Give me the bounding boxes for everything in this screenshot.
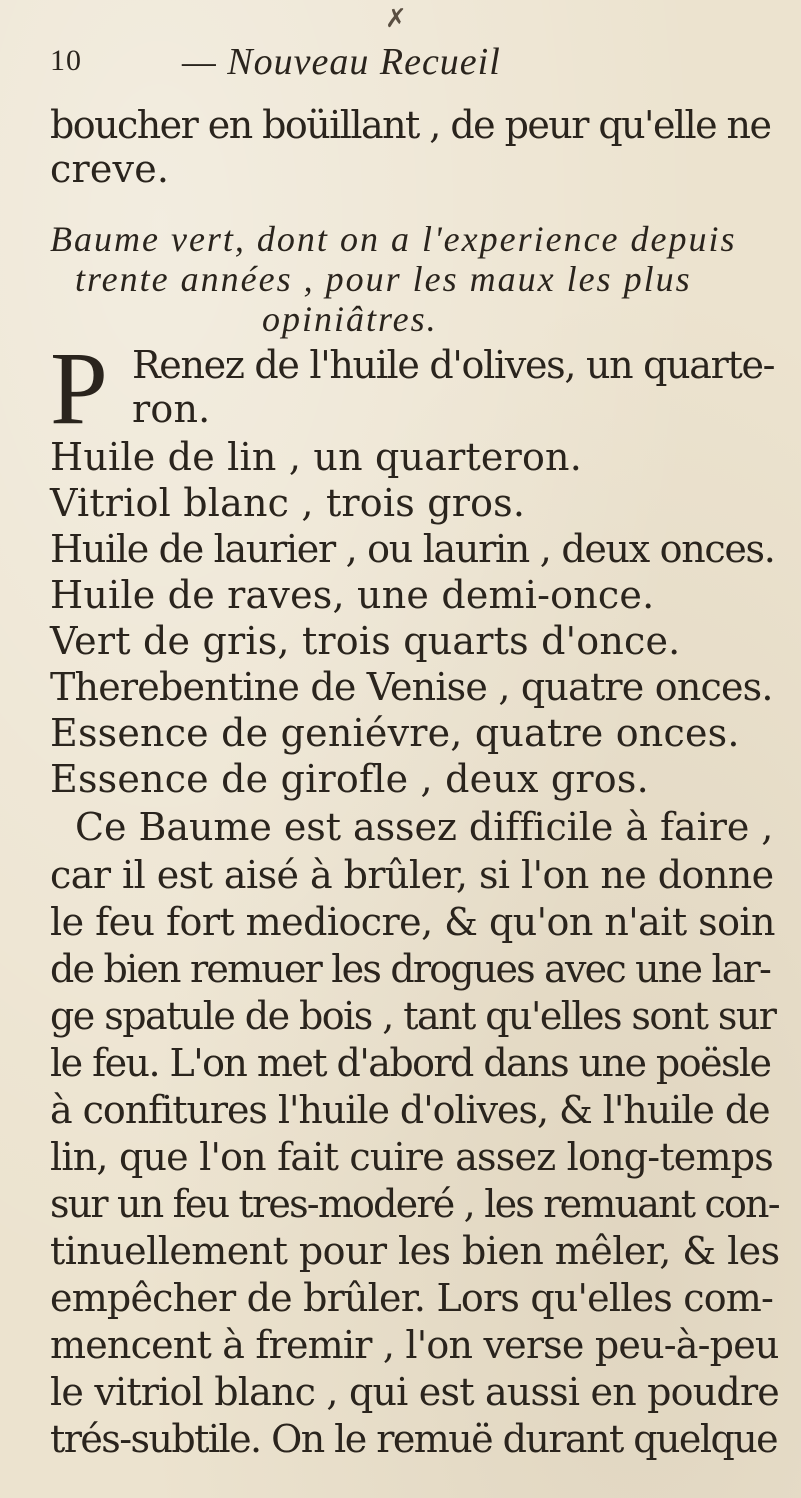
body-line: le feu. L'on met d'abord dans une poësle (50, 1041, 771, 1085)
body-line: Renez de l'huile d'olives, un quarte- (132, 343, 775, 387)
body-line: de bien remuer les drogues avec une lar- (50, 947, 771, 991)
body-line: trés-subtile. On le remuë durant quelque (50, 1417, 778, 1461)
continuation-line: creve. (50, 147, 170, 191)
body-line: sur un feu tres-moderé , les remuant con- (50, 1182, 779, 1226)
recipe-title-line: trente années , pour les maux les plus (75, 259, 692, 299)
body-line: tinuellement pour les bien mêler, & les (50, 1229, 780, 1273)
body-line: Huile de raves, une demi-once. (50, 573, 655, 617)
body-line: car il est aisé à brûler, si l'on ne donne (50, 853, 774, 897)
body-line: mencent à fremir , l'on verse peu-à-peu (50, 1323, 779, 1367)
body-line: le vitriol blanc , qui est aussi en poudre (50, 1370, 779, 1414)
body-line: le feu fort mediocre, & qu'on n'ait soin (50, 900, 775, 944)
body-line: ge spatule de bois , tant qu'elles sont sur (50, 994, 776, 1038)
body-line: Huile de laurier , ou laurin , deux onces. (50, 527, 775, 571)
body-line: Vitriol blanc , trois gros. (50, 481, 526, 525)
body-line: Ce Baume est assez difficile à faire , (75, 805, 774, 849)
page-number: 10 (50, 44, 82, 77)
body-line: Essence de girofle , deux gros. (50, 757, 649, 801)
body-line: empêcher de brûler. Lors qu'elles com- (50, 1276, 774, 1320)
body-line: Vert de gris, trois quarts d'once. (50, 619, 681, 663)
running-head (50, 40, 750, 88)
running-head-title: — Nouveau Recueil (182, 41, 501, 83)
body-line: Therebentine de Venise , quatre onces. (50, 665, 773, 709)
body-line: lin, que l'on fait cuire assez long-temps (50, 1135, 773, 1179)
continuation-line: boucher en boüillant , de peur qu'elle ne (50, 103, 771, 147)
recipe-title-line: Baume vert, dont on a l'experience depuis (50, 219, 737, 259)
recipe-title-line: opiniâtres. (262, 299, 438, 339)
body-line: Essence de geniévre, quatre onces. (50, 711, 740, 755)
body-line: Huile de lin , un quarteron. (50, 435, 582, 479)
body-line: à confitures l'huile d'olives, & l'huile de (50, 1088, 770, 1132)
printer-mark: ✗ (385, 4, 407, 34)
drop-cap: P (50, 331, 108, 446)
body-line: ron. (132, 387, 211, 431)
